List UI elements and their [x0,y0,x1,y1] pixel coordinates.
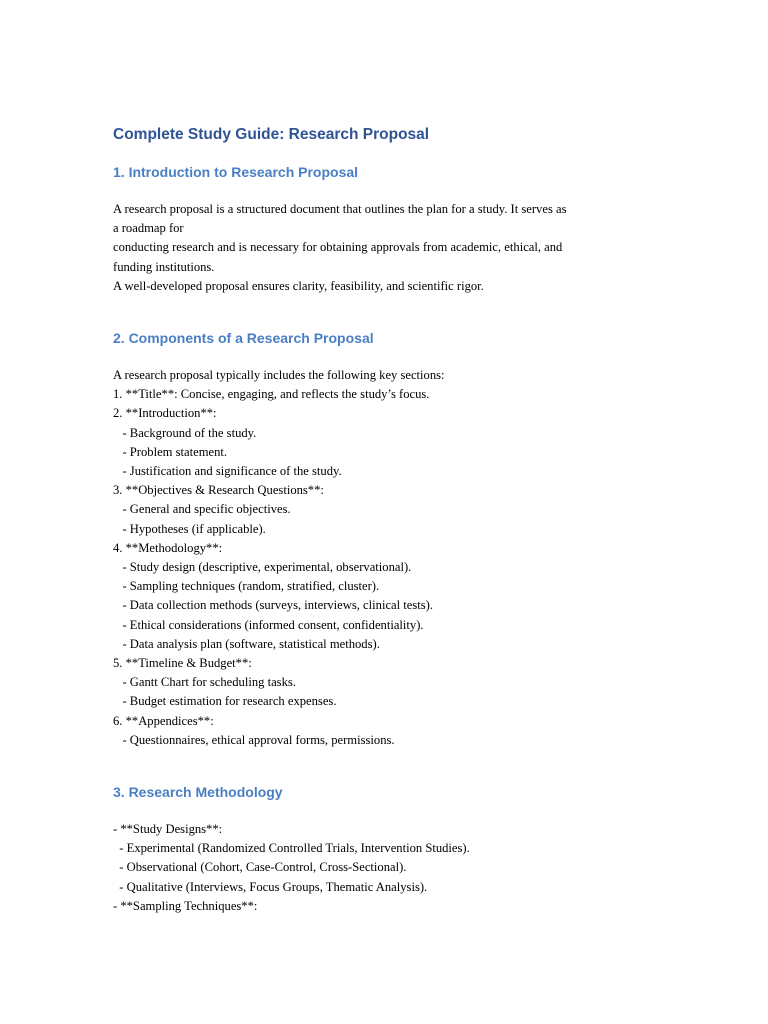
section-heading: 3. Research Methodology [113,784,283,801]
paragraph-line: A research proposal is a structured document that outlines the plan for a study. It serves as [113,202,567,216]
list-line: 4. **Methodology**: [113,540,223,555]
list-line: A research proposal typically includes the following key sections: [113,368,445,383]
list-line: - Questionnaires, ethical approval forms, permissions. [113,732,395,747]
list-line: - Budget estimation for research expenses. [113,694,337,709]
list-line: - **Sampling Techniques**: [113,898,258,913]
list-line: - General and specific objectives. [113,502,291,517]
list-line: 1. **Title**: Concise, engaging, and reflects the study’s focus. [113,387,430,402]
section-introduction [113,162,658,296]
section-body [113,200,658,296]
list-line: - Qualitative (Interviews, Focus Groups, Thematic Analysis). [113,879,428,894]
list-line: - Study design (descriptive, experimental, observational). [113,560,412,575]
paragraph-line: conducting research and is necessary for obtaining approvals from academic, ethical, and [113,240,563,255]
paragraph-line: a roadmap for [113,221,184,236]
section-methodology [113,782,658,916]
list-line: - Experimental (Randomized Controlled Trials, Intervention Studies). [113,841,470,856]
paragraph-line: funding institutions. [113,259,215,274]
paragraph-line: A well-developed proposal ensures clarity, feasibility, and scientific rigor. [113,278,484,293]
list-line: - Justification and significance of the study. [113,464,342,479]
document-title: Complete Study Guide: Research Proposal [113,126,430,143]
list-line: 3. **Objectives & Research Questions**: [113,483,324,498]
section-body [113,820,658,916]
list-line: - Background of the study. [113,425,257,440]
section-heading: 1. Introduction to Research Proposal [113,164,359,180]
list-line: 2. **Introduction**: [113,406,217,421]
list-line: - Hypotheses (if applicable). [113,521,266,536]
document-page [113,125,658,916]
section-heading: 2. Components of a Research Proposal [113,330,374,347]
list-line: - Sampling techniques (random, stratified, cluster). [113,579,380,594]
section-components [113,328,658,750]
list-line: - Gantt Chart for scheduling tasks. [113,675,296,690]
list-line: - Data analysis plan (software, statistical methods). [113,636,380,651]
list-line: 5. **Timeline & Budget**: [113,656,252,671]
section-body [113,366,658,750]
list-line: - Observational (Cohort, Case-Control, Cross-Sectional). [113,860,407,875]
list-line: - Data collection methods (surveys, interviews, clinical tests). [113,598,434,613]
list-line: 6. **Appendices**: [113,713,214,728]
list-line: - Problem statement. [113,444,228,459]
list-line: - Ethical considerations (informed consent, confidentiality). [113,617,424,632]
list-line: - **Study Designs**: [113,822,223,837]
